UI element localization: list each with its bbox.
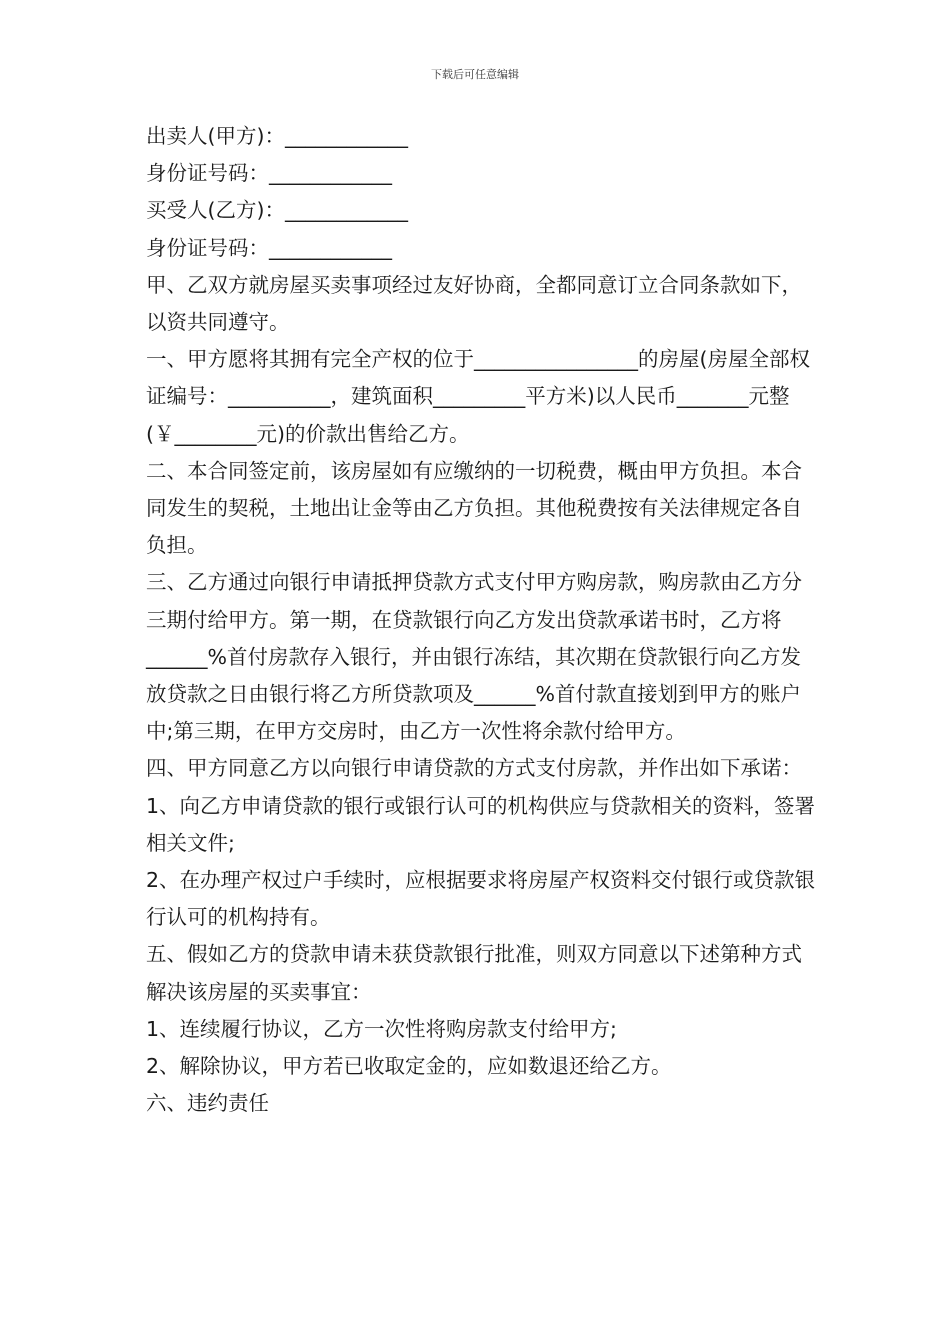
buyer-id-line: 身份证号码：____________ [146,235,392,260]
preamble-paragraph: 甲、乙双方就房屋买卖事项经过友好协商，全都同意订立合同条款如下，以资共同遵守。 [146,272,802,335]
clause-2: 二、本合同签定前，该房屋如有应缴纳的一切税费，概由甲方负担。本合同发生的契税，土地出让金等由乙方负担。其他税费按有关法律规定各自负担。 [146,458,802,558]
clause-4: 四、甲方同意乙方以向银行申请贷款的方式支付房款，并作出如下承诺： [146,756,802,781]
seller-line: 出卖人(甲方)：____________ [146,124,408,148]
page-header: 下载后可任意编辑 [431,68,519,81]
buyer-line: 买受人(乙方)：____________ [146,198,408,223]
seller-id-line: 身份证号码：____________ [146,161,392,186]
clause-1: 一、甲方愿将其拥有完全产权的位于________________的房屋(房屋全部权证编号：__________，建筑面积_________平方米)以人民币_______元整(￥________元)的价款出售给乙方。 [146,347,810,446]
clause-5-item-1: 1、连续履行协议，乙方一次性将购房款支付给甲方; [146,1016,617,1041]
clause-3: 三、乙方通过向银行申请抵押贷款方式支付甲方购房款，购房款由乙方分三期付给甲方。第一期，在贷款银行向乙方发出贷款承诺书时，乙方将______%首付房款存入银行，并由银行冻结，其次期在贷款银行向乙方发放贷款之日由银行将乙方所贷款项及______%首付款直接划到甲方的账户中;第三期，在甲方交房时，由乙方一次性将余款付给甲方。 [146,570,802,744]
document-body [146,118,816,1122]
clause-5-item-2: 2、解除协议，甲方若已收取定金的，应如数退还给乙方。 [146,1054,672,1079]
clause-6-heading: 六、违约责任 [146,1091,269,1116]
clause-4-item-1: 1、向乙方申请贷款的银行或银行认可的机构供应与贷款相关的资料，签署相关文件; [146,793,816,855]
clause-5: 五、假如乙方的贷款申请未获贷款银行批准，则双方同意以下述第种方式解决该房屋的买卖事宜： [146,942,802,1004]
clause-4-item-2: 2、在办理产权过户手续时，应根据要求将房屋产权资料交付银行或贷款银行认可的机构持有。 [146,868,816,930]
